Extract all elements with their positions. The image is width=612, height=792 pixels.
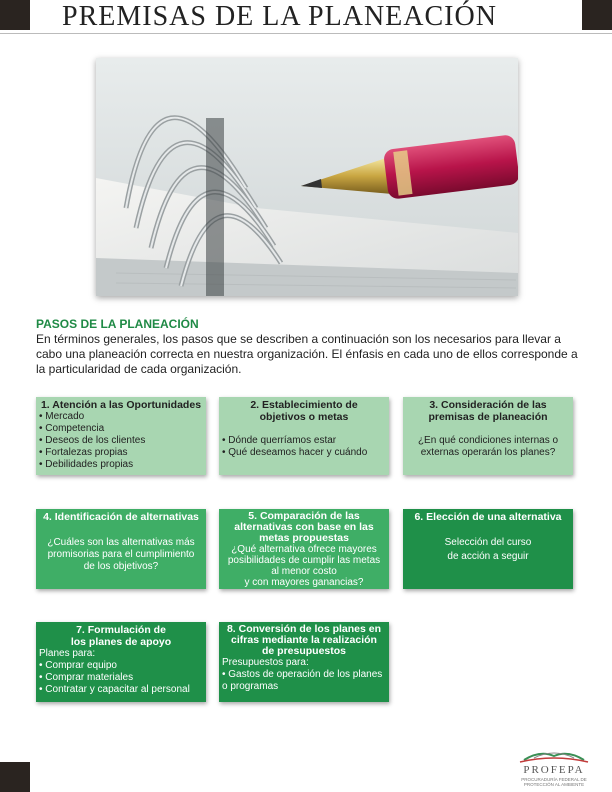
step-card-7-list [39, 660, 203, 696]
title-line: 7. Formulación de [76, 624, 166, 636]
body-line: y con mayores ganancias? [244, 577, 364, 588]
body-line: ¿En qué condiciones internas o [417, 435, 559, 446]
title-line: cifras mediante la realización [231, 634, 377, 646]
title-line: 2. Establecimiento de [250, 399, 358, 411]
title-line: objetivos o metas [259, 411, 349, 423]
profepa-logo [510, 748, 598, 790]
step-card-4 [36, 509, 206, 589]
body-line: ¿Qué alternativa ofrece mayores [231, 544, 377, 555]
corner-mark-bottom-left [0, 762, 30, 792]
step-card-2 [219, 397, 389, 475]
step-card-5-body [222, 544, 386, 588]
list-item: • Mercado [39, 411, 85, 422]
step-card-6 [403, 509, 573, 589]
title-line: 5. Comparación de las [248, 510, 360, 522]
corner-mark-top-right [582, 0, 612, 30]
logo-subtitle-line: PROTECCIÓN AL AMBIENTE [523, 782, 585, 787]
title-line: metas propuestas [259, 532, 349, 544]
page-title: PREMISAS DE LA PLANEACIÓN [62, 1, 497, 32]
step-card-4-title: 4. Identificación de alternativas [43, 511, 199, 523]
list-item: o programas [222, 681, 279, 692]
body-line: posibilidades de cumplir las metas [227, 555, 381, 566]
step-card-1 [36, 397, 206, 475]
list-item: • Competencia [39, 423, 105, 434]
step-card-2-title [222, 399, 386, 423]
list-item: • Dónde querríamos estar [222, 435, 337, 446]
step-card-3-body [406, 435, 570, 459]
title-divider [0, 33, 612, 34]
title-line: premisas de planeación [428, 411, 548, 423]
title-line: los planes de apoyo [70, 636, 172, 648]
title-line: 8. Conversión de los planes en [226, 623, 382, 635]
step-card-8-lead: Presupuestos para: [222, 657, 309, 668]
step-card-6-body [406, 537, 570, 563]
step-card-6-title: 6. Elección de una alternativa [414, 511, 562, 523]
step-card-7 [36, 622, 206, 702]
list-item: • Deseos de los clientes [39, 435, 146, 446]
notebook-pen-illustration [96, 58, 518, 296]
logo-wordmark: PROFEPA [523, 764, 585, 776]
step-card-1-title: 1. Atención a las Oportunidades [40, 399, 202, 411]
step-card-2-list [222, 435, 386, 459]
body-line: externas operarán los planes? [420, 447, 556, 458]
list-item: • Contratar y capacitar al personal [39, 684, 190, 695]
step-card-8-list [222, 669, 386, 693]
notebook-pen-photo [96, 58, 518, 296]
step-card-8-title [222, 624, 386, 657]
step-card-4-body [39, 537, 203, 573]
step-card-3 [403, 397, 573, 475]
list-item: • Comprar equipo [39, 660, 117, 671]
body-line: al menor costo [271, 566, 337, 577]
title-line: de presupuestos [261, 645, 347, 657]
body-line: promisorias para el cumplimiento [47, 549, 195, 560]
logo-subtitle [510, 777, 598, 787]
intro-paragraph: En términos generales, los pasos que se describen a continuación son los necesarios para llevar a cabo una planeación correcta en nuestra organización. El énfasis en cada uno de ellos corresponde a la particularidad de cada organización. [36, 332, 578, 376]
eagle-emblem-icon [510, 748, 598, 764]
step-card-3-title [406, 399, 570, 423]
step-card-8 [219, 622, 389, 702]
list-item: • Fortalezas propias [39, 447, 128, 458]
step-card-5-title [222, 511, 386, 544]
body-line: ¿Cuáles son las alternativas más [47, 537, 195, 548]
title-line: alternativas con base en las [234, 521, 374, 533]
body-line: de acción a seguir [447, 551, 529, 562]
body-line: Selección del curso [444, 537, 532, 548]
section-heading: PASOS DE LA PLANEACIÓN [36, 317, 199, 331]
step-card-5 [219, 509, 389, 589]
title-line: 3. Consideración de las [429, 399, 547, 411]
step-card-7-lead: Planes para: [39, 648, 96, 659]
step-card-1-list [39, 411, 203, 471]
list-item: • Debilidades propias [39, 459, 134, 470]
body-line: de los objetivos? [83, 561, 159, 572]
step-card-7-title [39, 624, 203, 648]
corner-mark-top-left [0, 0, 30, 30]
list-item: • Gastos de operación de los planes [222, 669, 383, 680]
logo-subtitle-line: PROCURADURÍA FEDERAL DE [521, 777, 587, 782]
list-item: • Qué deseamos hacer y cuándo [222, 447, 368, 458]
list-item: • Comprar materiales [39, 672, 134, 683]
